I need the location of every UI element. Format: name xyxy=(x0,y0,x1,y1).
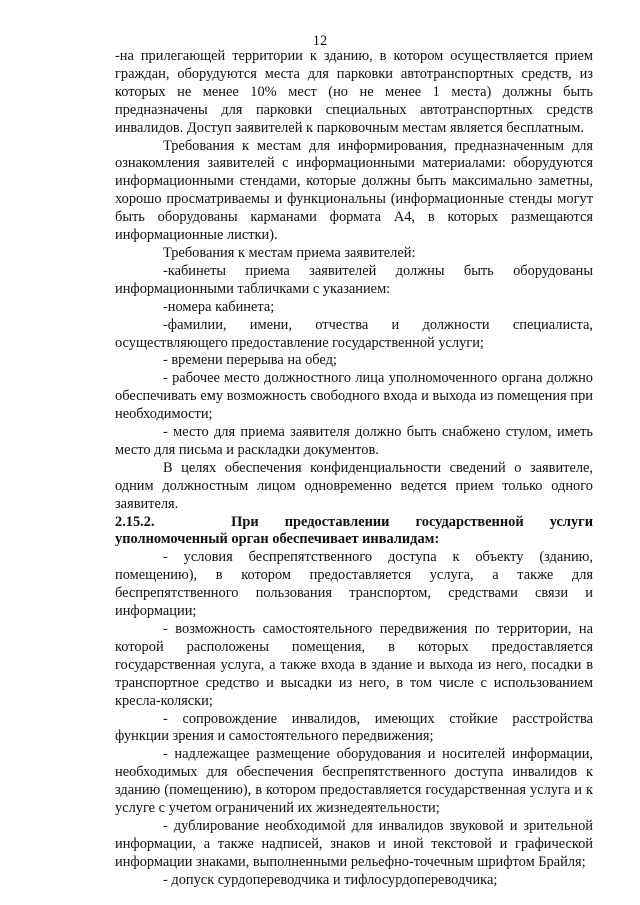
list-item-escort: - сопровождение инвалидов, имеющих стойкие расстройства функции зрения и самостоятельного передвижения; xyxy=(115,710,593,745)
list-item-workplace: - рабочее место должностного лица уполномоченного органа должно обеспечивать ему возможность свободного входа и выхода из помещения при необходимости; xyxy=(115,370,593,423)
list-item-equipment: - надлежащее размещение оборудования и носителей информации, необходимых для обеспечения беспрепятственного доступа инвалидов к зданию (помещению), в котором предоставляется государственная услуга и к услуге с учетом ограничений их жизнедеятельности; xyxy=(115,746,593,817)
paragraph-info-places: Требования к местам для информирования, предназначенным для ознакомления заявителей с информационными материалами: оборудуются информационными стендами, которые должны быть максимально заметны, хорошо просматриваемы и функциональны (информационные стенды могут быть оборудованы карманами формата А4, в которых размещаются информационные листки). xyxy=(115,137,593,244)
document-body xyxy=(115,48,593,890)
list-item-office-number: -номера кабинета; xyxy=(163,298,275,315)
page-number: 12 xyxy=(312,33,328,49)
list-item-chair: - место для приема заявителя должно быть снабжено стулом, иметь место для письма и раскладки документов. xyxy=(115,424,593,458)
list-item-interpreter: - допуск сурдопереводчика и тифлосурдопереводчика; xyxy=(163,871,498,888)
list-item-offices: -кабинеты приема заявителей должны быть оборудованы информационными табличками с указанием: xyxy=(115,262,593,297)
paragraph-confidentiality: В целях обеспечения конфиденциальности сведений о заявителе, одним должностным лицом одновременно ведется прием только одного заявителя. xyxy=(115,459,593,512)
section-heading xyxy=(115,514,593,550)
list-item-access-conditions: - условия беспрепятственного доступа к объекту (зданию, помещению), в котором предоставляется услуга, а также для беспрепятственного пользования транспортом, средствами связи и информации; xyxy=(115,549,593,620)
list-item-braille: - дублирование необходимой для инвалидов звуковой и зрительной информации, а также надписей, знаков и иной текстовой и графической информации знаками, выполненными рельефно-точечным шрифтом Брайля; xyxy=(115,817,593,870)
list-item-break-time: - времени перерыва на обед; xyxy=(163,352,337,369)
section-number: 2.15.2. xyxy=(115,513,155,530)
paragraph-parking: -на прилегающей территории к зданию, в котором осуществляется прием граждан, оборудуются места для парковки автотранспортных средств, из которых не менее 10% мест (но не менее 1 места) должны быть предназначены для парковки специальных автотранспортных средств инвалидов. Доступ заявителей к парковочным местам является бесплатным. xyxy=(115,48,593,136)
paragraph-reception-requirements: Требования к местам приема заявителей: xyxy=(163,244,416,261)
list-item-movement: - возможность самостоятельного передвижения по территории, на которой расположены помещения, в которых предоставляется государственная услуга, а также входа в здание и выхода из него, посадки в транспортное средство и высадки из него, в том числе с использованием кресла-коляски; xyxy=(115,621,593,709)
section-heading-text: При предоставлении государственной услуги уполномоченный орган обеспечивает инвалидам: xyxy=(115,513,593,548)
list-item-specialist-name: -фамилии, имени, отчества и должности специалиста, осуществляющего предоставление государственной услуги; xyxy=(115,316,593,351)
